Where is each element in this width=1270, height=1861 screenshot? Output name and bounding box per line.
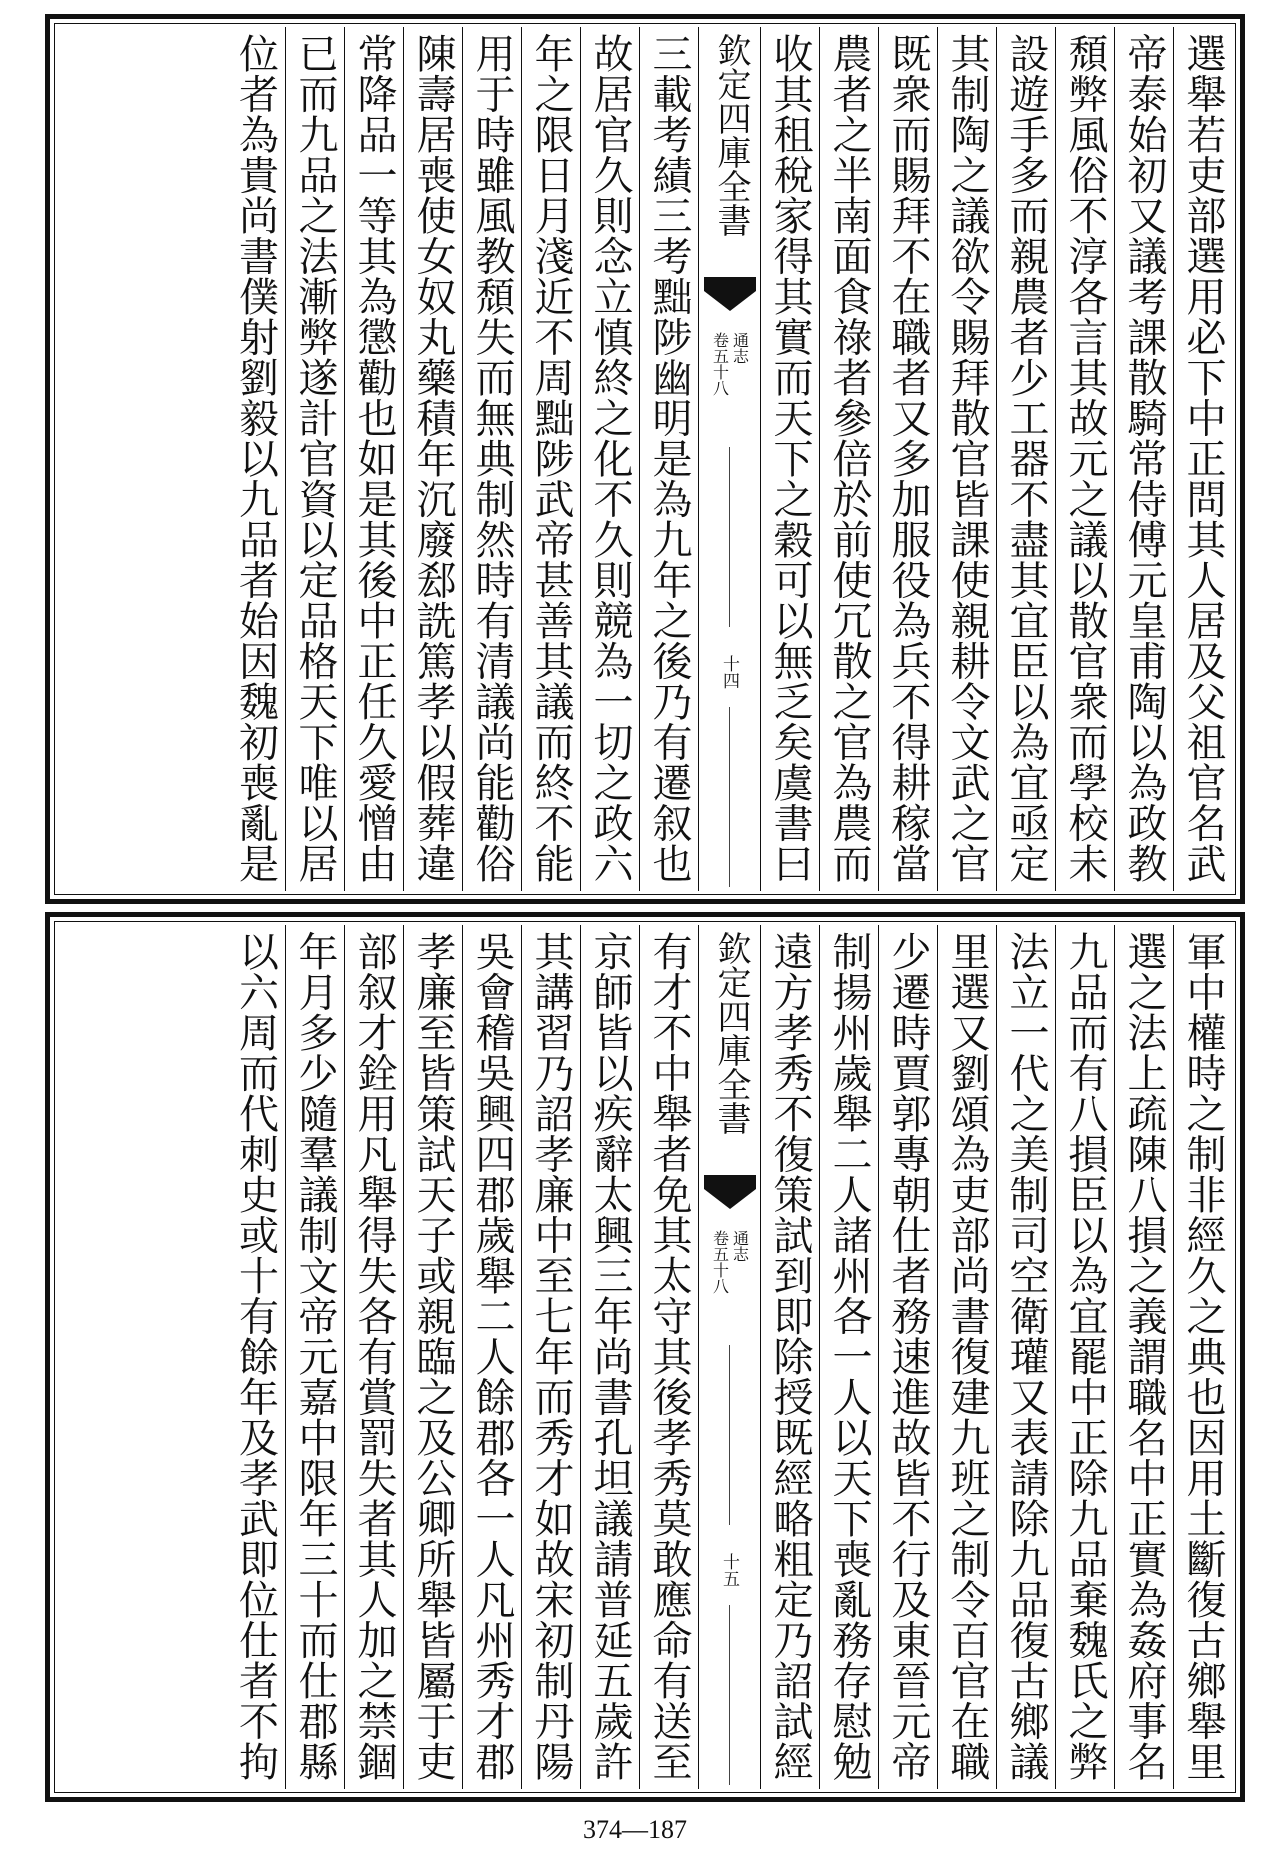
- text-column: 位者為貴尚書僕射劉毅以九品者始因魏初喪亂是: [232, 33, 279, 884]
- center-rule: [729, 1345, 730, 1525]
- text-column: 既衆而賜拜不在職者又多加服役為兵不得耕稼當: [878, 27, 937, 891]
- page-number: 374—187: [583, 1815, 687, 1844]
- text-column: 部叙才銓用凡舉得失各有賞罰失者其人加之禁錮: [344, 925, 403, 1789]
- text-column: 故居官久則念立慎終之化不久則競為一切之政六: [580, 27, 639, 891]
- top-page: [45, 14, 1245, 904]
- center-rule: [729, 1605, 730, 1785]
- folio-number: 十五: [719, 1553, 739, 1587]
- text-column: 農者之半南面食祿者參倍於前使冗散之官為農而: [819, 27, 878, 891]
- text-column: 少遷時賈郭專朝仕者務速進故皆不行及東晉元帝: [878, 925, 937, 1789]
- text-column: 陳壽居喪使女奴丸藥積年沉廢郄詵篤孝以假葬違: [403, 27, 462, 891]
- text-column: 制揚州歲舉二人諸州各一人以天下喪亂務存慰勉: [819, 925, 878, 1789]
- text-column: 常降品一等其為懲勸也如是其後中正任久愛憎由: [344, 27, 403, 891]
- volume-number: 卷五十八: [710, 332, 730, 396]
- folio-number: 十四: [719, 655, 739, 689]
- center-rule: [729, 707, 730, 887]
- section-name: 通志: [730, 1230, 750, 1262]
- volume-number: 卷五十八: [710, 1230, 730, 1294]
- text-column: 年之限日月淺近不周黜陟武帝甚善其議而終不能: [521, 27, 580, 891]
- center-rule: [729, 447, 730, 627]
- text-column: 遠方孝秀不復策試到即除授既經略粗定乃詔試經: [760, 925, 819, 1789]
- text-column: 吳會稽吳興四郡歲舉二人餘郡各一人凡州秀才郡: [462, 925, 521, 1789]
- text-column: 九品而有八損臣以為宜罷中正除九品棄魏氏之弊: [1055, 925, 1114, 1789]
- text-column: 其制陶之議欲令賜拜散官皆課使親耕令文武之官: [937, 27, 996, 891]
- text-column: 里選又劉頌為吏部尚書復建九班之制令百官在職: [937, 925, 996, 1789]
- center-section-info: [699, 332, 760, 396]
- fishtail-mark-icon: [704, 277, 756, 317]
- top-page-columns: [58, 27, 1232, 891]
- text-column: 帝泰始初又議考課散騎常侍傅元皇甫陶以為政教: [1114, 27, 1173, 891]
- center-margin: [698, 27, 760, 891]
- text-column: 以六周而代刺史或十有餘年及孝武即位仕者不拘: [232, 931, 279, 1782]
- text-column: 設遊手多而親農者少工器不盡其宜臣以為宜亟定: [996, 27, 1055, 891]
- text-column: 法立一代之美制司空衛瓘又表請除九品復古鄉議: [996, 925, 1055, 1789]
- text-column: 選舉若吏部選用必下中正問其人居及父祖官名武: [1173, 27, 1232, 891]
- center-section-info: [699, 1230, 760, 1294]
- section-name: 通志: [730, 332, 750, 364]
- center-margin: [698, 925, 760, 1789]
- text-column: 有才不中舉者免其太守其後孝秀莫敢應命有送至: [639, 925, 698, 1789]
- bottom-page-columns: [58, 925, 1232, 1789]
- text-column: 選之法上疏陳八損之義謂職名中正實為姦府事名: [1114, 925, 1173, 1789]
- fishtail-mark-icon: [704, 1175, 756, 1215]
- text-column: 收其租稅家得其實而天下之穀可以無乏矣虞書曰: [760, 27, 819, 891]
- text-column: 頹弊風俗不淳各言其故元之議以散官衆而學校未: [1055, 27, 1114, 891]
- text-column: 已而九品之法漸弊遂計官資以定品格天下唯以居: [285, 27, 344, 891]
- text-column: 京師皆以疾辭太興三年尚書孔坦議請普延五歲許: [580, 925, 639, 1789]
- text-column: 其講習乃詔孝廉中至七年而秀才如故宋初制丹陽: [521, 925, 580, 1789]
- text-column: 用于時雖風教頹失而無典制然時有清議尚能勸俗: [462, 27, 521, 891]
- bottom-page: [45, 912, 1245, 1802]
- text-column: 軍中權時之制非經久之典也因用土斷復古鄉舉里: [1173, 925, 1232, 1789]
- book-title: 欽定四庫全書: [711, 33, 751, 237]
- text-column: 孝廉至皆策試天子或親臨之及公卿所舉皆屬于吏: [403, 925, 462, 1789]
- text-column: 三載考績三考黜陟幽明是為九年之後乃有遷叙也: [639, 27, 698, 891]
- text-column: 年月多少隨羣議制文帝元嘉中限年三十而仕郡縣: [285, 925, 344, 1789]
- book-title: 欽定四庫全書: [711, 931, 751, 1135]
